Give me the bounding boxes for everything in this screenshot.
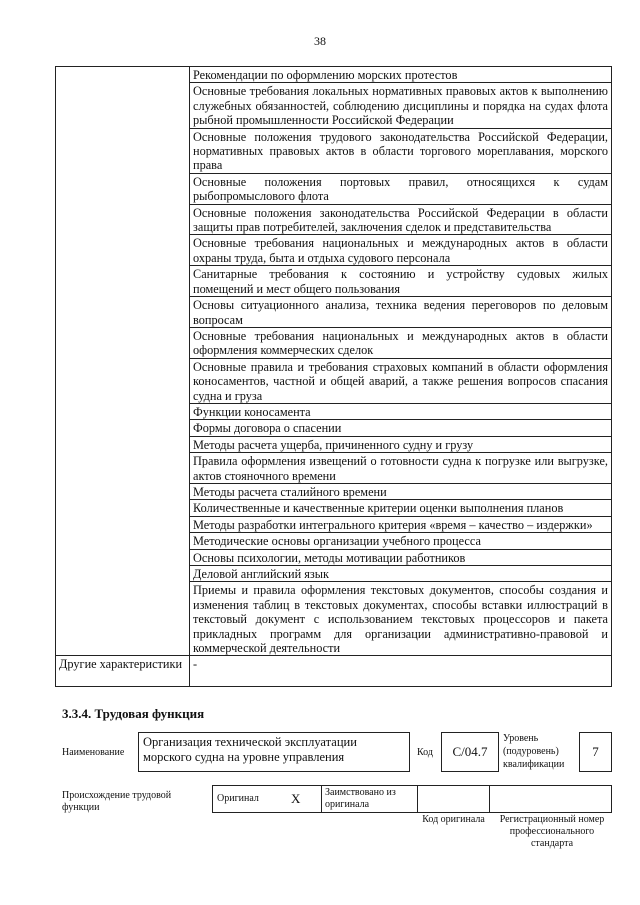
code-label: Код: [417, 747, 433, 758]
section-title: 3.3.4. Трудовая функция: [62, 706, 205, 721]
original-label: Оригинал: [217, 793, 259, 804]
borrowed-cell: Заимствовано из оригинала: [321, 785, 418, 813]
requirement-item: Методы расчета сталийного времени: [190, 483, 612, 499]
registration-number-cell: [489, 785, 612, 813]
requirements-table: [55, 66, 612, 687]
requirement-item: Правила оформления извещений о готовности судна к погрузке или выгрузке, актов стояночного времени: [190, 453, 612, 484]
original-cell: [212, 785, 322, 813]
requirement-item: Основные положения портовых правил, относящихся к судам рыбопромыслового флота: [190, 173, 612, 204]
requirement-item: Методы разработки интегрального критерия «время – качество – издержки»: [190, 516, 612, 532]
requirement-item: Методы расчета ущерба, причиненного судну и грузу: [190, 436, 612, 452]
requirement-item: Функции коносамента: [190, 403, 612, 419]
other-characteristics-value: -: [190, 656, 612, 687]
requirement-item: Основы ситуационного анализа, техника ведения переговоров по деловым вопросам: [190, 297, 612, 328]
requirement-item: Методические основы организации учебного процесса: [190, 533, 612, 549]
requirement-item: Основные правила и требования страховых компаний в области оформления коносаментов, частной и общей аварий, а также решения вопросов спасания судна и груза: [190, 358, 612, 403]
requirement-item: Основные требования национальных и международных актов в области оформления коммерческих сделок: [190, 327, 612, 358]
requirement-item: Санитарные требования к состоянию и устройству судовых жилых помещений и мест общего пользования: [190, 266, 612, 297]
requirement-item: Основные требования локальных нормативных правовых актов к выполнению служебных обязанностей, соблюдению дисциплины и порядка на судах флота рыбной промышленности Российской Федерации: [190, 83, 612, 128]
name-label: Наименование: [62, 747, 125, 758]
function-code-box: С/04.7: [441, 732, 499, 772]
requirement-item: Основные положения трудового законодательства Российской Федерации, нормативных правовых актов в области торгового мореплавания, морского права: [190, 128, 612, 173]
original-mark: Х: [291, 791, 301, 806]
original-code-cell: [417, 785, 490, 813]
requirement-item: Деловой английский язык: [190, 566, 612, 582]
function-name-box: Организация технической эксплуатации морского судна на уровне управления: [138, 732, 410, 772]
other-characteristics-label: Другие характеристики: [56, 656, 190, 687]
requirement-item: Основные требования национальных и международных актов в области охраны труда, быта и отдыха судового персонала: [190, 235, 612, 266]
page-number: 38: [314, 34, 326, 48]
other-characteristics-row: [56, 656, 612, 687]
registration-number-caption: Регистрационный номер профессионального стандарта: [499, 814, 605, 849]
requirement-item: Рекомендации по оформлению морских протестов: [190, 67, 612, 83]
level-value-box: 7: [579, 732, 612, 772]
level-label: Уровень (подуровень) квалификации: [503, 733, 565, 770]
original-code-caption: Код оригинала: [422, 814, 485, 825]
requirements-label-cell: [56, 67, 190, 656]
requirement-item: Формы договора о спасении: [190, 420, 612, 436]
requirement-item: Основы психологии, методы мотивации работников: [190, 549, 612, 565]
requirement-row: [56, 67, 612, 83]
origin-label: Происхождение трудовой функции: [62, 790, 172, 813]
requirement-item: Количественные и качественные критерии оценки выполнения планов: [190, 500, 612, 516]
requirement-item: Основные положения законодательства Российской Федерации в области защиты прав потребителей, заключения сделок и представительства: [190, 204, 612, 235]
requirement-item: Приемы и правила оформления текстовых документов, способы создания и изменения таблиц в текстовых документах, способы вставки иллюстраций в текстовый документ с использованием текстовых процессоров и пакета прикладных программ для организации административно-правовой и коммерческой деятельности: [190, 582, 612, 656]
